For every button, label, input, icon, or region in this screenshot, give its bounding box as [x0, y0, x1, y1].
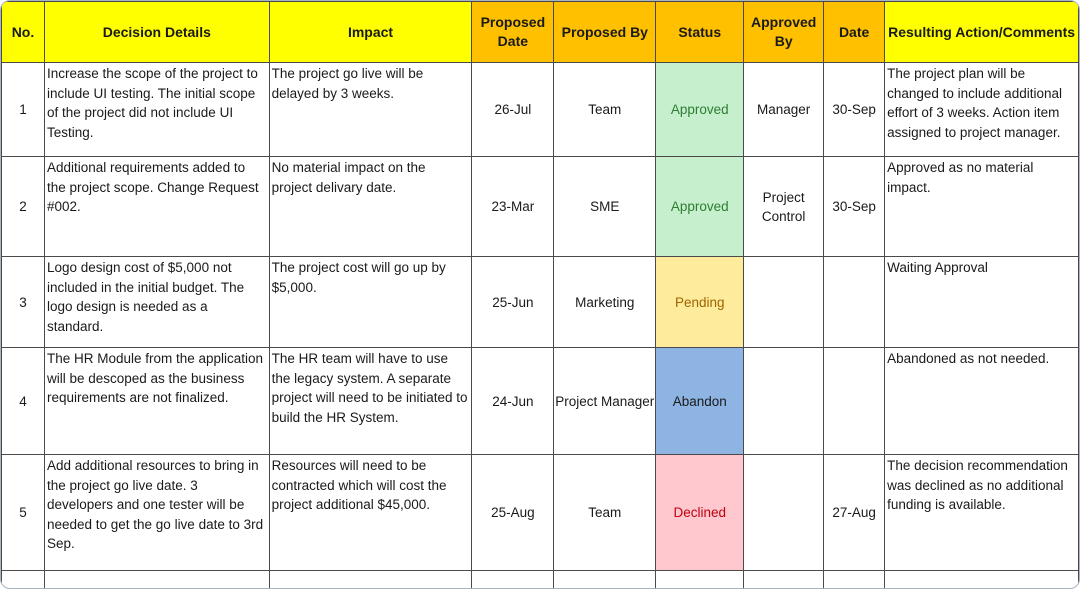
cell-approved-by[interactable] [744, 455, 824, 571]
cell-no[interactable]: 2 [2, 157, 45, 257]
cell-no[interactable]: 5 [2, 455, 45, 571]
cell-no[interactable]: 1 [2, 63, 45, 157]
cell-decision-details[interactable]: The HR Module from the application will be descoped as the business requirements are not finalized. [44, 348, 269, 455]
cell-resulting-action[interactable]: Approved as no material impact. [885, 157, 1079, 257]
cell-decision-details[interactable]: Increase the scope of the project to include UI testing. The initial scope of the project did not include UI Testing. [44, 63, 269, 157]
cell-date[interactable]: 30-Sep [824, 157, 885, 257]
cell-impact[interactable]: The HR team will have to use the legacy system. A separate project will need to be initiated to build the HR System. [269, 348, 472, 455]
cell-impact[interactable]: No material impact on the project delivary date. [269, 157, 472, 257]
status-badge[interactable]: Approved [656, 157, 744, 257]
cell-date[interactable] [824, 257, 885, 348]
cell-impact[interactable]: Resources will need to be contracted which will cost the project additional $45,000. [269, 455, 472, 571]
cell-date[interactable]: 30-Sep [824, 63, 885, 157]
cell-resulting-action[interactable]: Waiting Approval [885, 257, 1079, 348]
cell-resulting-action[interactable]: The project plan will be changed to include additional effort of 3 weeks. Action item assigned to project manager. [885, 63, 1079, 157]
cell-proposed-date[interactable]: 26-Jul [472, 63, 554, 157]
table-row [2, 157, 1079, 257]
status-badge[interactable]: Pending [656, 257, 744, 348]
cell-empty[interactable] [472, 571, 554, 589]
cell-proposed-by[interactable]: Team [554, 63, 656, 157]
status-badge[interactable]: Declined [656, 455, 744, 571]
table-row [2, 455, 1079, 571]
cell-empty[interactable] [885, 571, 1079, 589]
cell-decision-details[interactable]: Additional requirements added to the project scope. Change Request #002. [44, 157, 269, 257]
col-header-proposed-date-line2: Date [497, 33, 529, 49]
col-header-resulting-action[interactable]: Resulting Action/Comments [885, 2, 1079, 63]
table-row [2, 63, 1079, 157]
cell-empty[interactable] [269, 571, 472, 589]
cell-approved-by[interactable] [744, 257, 824, 348]
col-header-no[interactable]: No. [2, 2, 45, 63]
cell-approved-by[interactable] [744, 348, 824, 455]
status-badge[interactable]: Abandon [656, 348, 744, 455]
table-row [2, 348, 1079, 455]
col-header-approved-by[interactable]: Approved By [744, 2, 824, 63]
cell-empty[interactable] [554, 571, 656, 589]
cell-proposed-date[interactable]: 24-Jun [472, 348, 554, 455]
cell-proposed-date[interactable]: 23-Mar [472, 157, 554, 257]
cell-resulting-action[interactable]: The decision recommendation was declined as no additional funding is available. [885, 455, 1079, 571]
cell-decision-details[interactable]: Add additional resources to bring in the project go live date. 3 developers and one tester will be needed to get the go live date to 3rd Sep. [44, 455, 269, 571]
cell-date[interactable]: 27-Aug [824, 455, 885, 571]
cell-decision-details[interactable]: Logo design cost of $5,000 not included in the initial budget. The logo design is needed as a standard. [44, 257, 269, 348]
cell-approved-by[interactable]: Project Control [744, 157, 824, 257]
cell-empty[interactable] [656, 571, 744, 589]
cell-empty[interactable] [44, 571, 269, 589]
cell-proposed-date[interactable]: 25-Aug [472, 455, 554, 571]
cell-proposed-date[interactable]: 25-Jun [472, 257, 554, 348]
cell-proposed-by[interactable]: SME [554, 157, 656, 257]
header-row [2, 2, 1079, 63]
cell-no[interactable]: 4 [2, 348, 45, 455]
cell-proposed-by[interactable]: Marketing [554, 257, 656, 348]
cell-empty[interactable] [744, 571, 824, 589]
cell-resulting-action[interactable]: Abandoned as not needed. [885, 348, 1079, 455]
cell-impact[interactable]: The project go live will be delayed by 3 weeks. [269, 63, 472, 157]
col-header-status[interactable]: Status [656, 2, 744, 63]
col-header-proposed-by[interactable]: Proposed By [554, 2, 656, 63]
cell-date[interactable] [824, 348, 885, 455]
col-header-impact[interactable]: Impact [269, 2, 472, 63]
cell-proposed-by[interactable]: Project Manager [554, 348, 656, 455]
cell-proposed-by[interactable]: Team [554, 455, 656, 571]
cell-empty[interactable] [2, 571, 45, 589]
decision-log-table [1, 1, 1079, 589]
col-header-decision-details[interactable]: Decision Details [44, 2, 269, 63]
cell-impact[interactable]: The project cost will go up by $5,000. [269, 257, 472, 348]
table-row [2, 257, 1079, 348]
cell-approved-by[interactable]: Manager [744, 63, 824, 157]
cell-empty[interactable] [824, 571, 885, 589]
col-header-proposed-date-line1: Proposed [480, 14, 546, 30]
empty-row [2, 571, 1079, 589]
col-header-proposed-date[interactable] [472, 2, 554, 63]
status-badge[interactable]: Approved [656, 63, 744, 157]
col-header-date[interactable]: Date [824, 2, 885, 63]
cell-no[interactable]: 3 [2, 257, 45, 348]
